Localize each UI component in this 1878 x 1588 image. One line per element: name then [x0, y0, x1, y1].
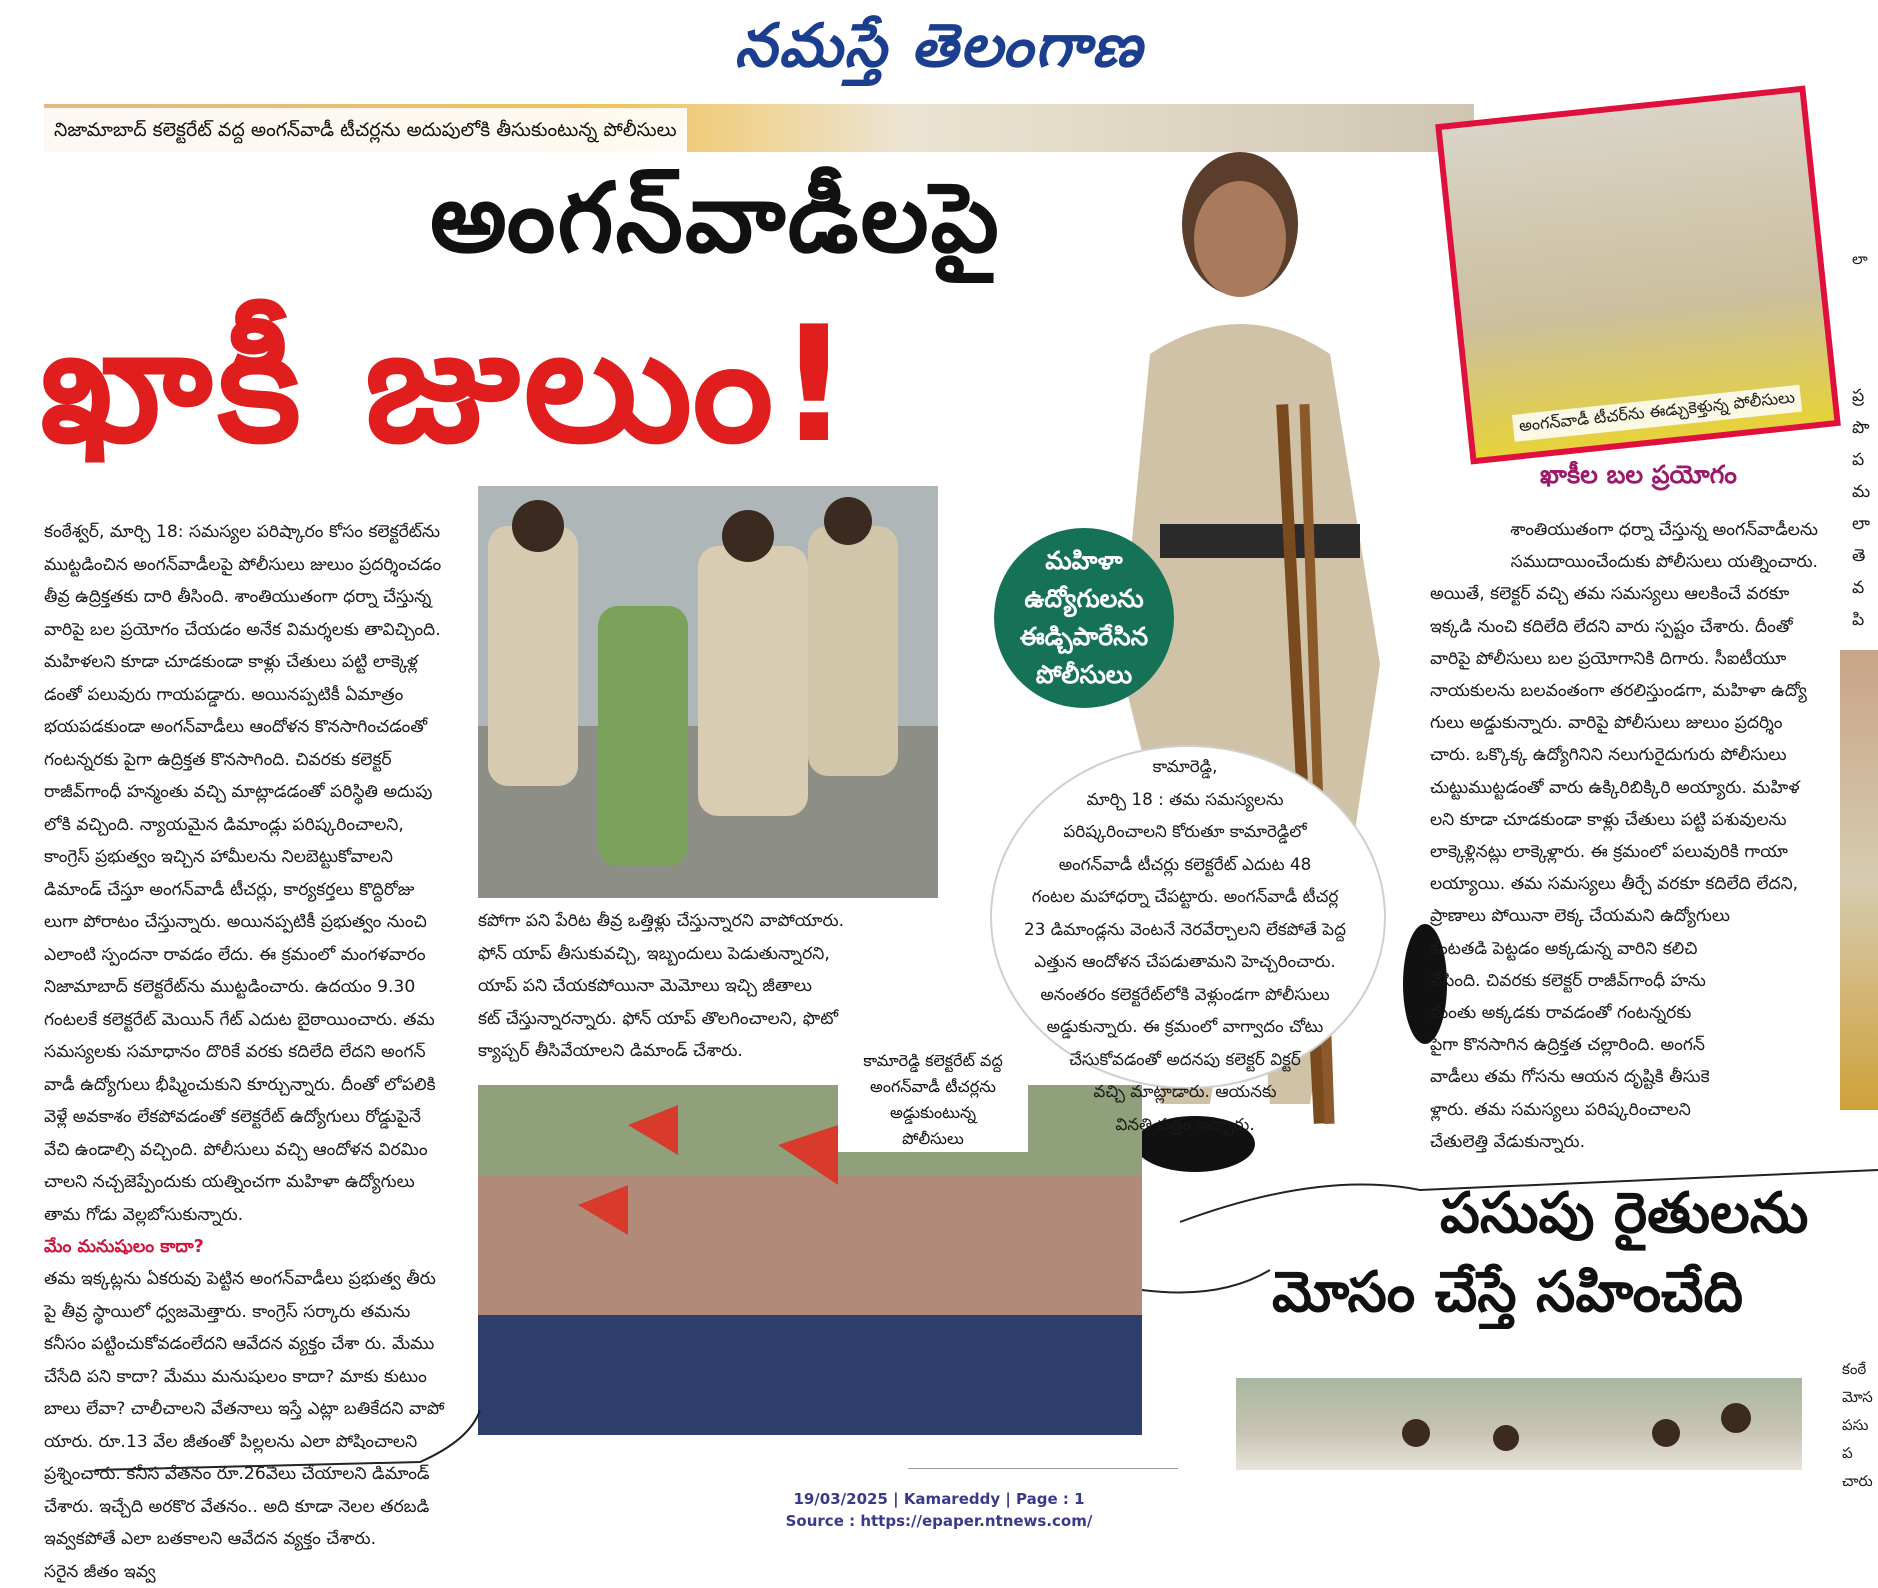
article-line: ఇక్కడి నుంచి కదిలేది లేదని వారు స్పష్టం చేశారు. దీంతో	[1430, 611, 1818, 643]
khakila-label: ఖాకీల బల ప్రయోగం	[1540, 460, 1737, 496]
right-inset-caption: అంగన్‌వాడీ టీచర్‌ను ఈడ్చుకెళ్తున్న పోలీసులు	[1512, 385, 1802, 442]
green-callout-circle	[994, 528, 1174, 708]
article-line: చేసేది పని కాదా? మేము మనుషులం కాదా? మాకు కుటుం	[44, 1361, 462, 1394]
middle-article	[478, 905, 848, 1068]
article-line: వెళ్లే అవకాశం లేకపోవడంతో కలెక్టరేట్ ఉద్యోగులు రోడ్డుపైనే	[44, 1101, 462, 1134]
article-line: డిమాండ్ చేస్తూ అంగన్‌వాడీ టీచర్లు, కార్యకర్తలు కొద్దిరోజు	[44, 874, 462, 907]
green-callout-line: మహిళా	[1045, 542, 1123, 580]
article-line: ఇవ్వకపోతే ఎలా బతకాలని ఆవేదన వ్యక్తం చేశారు.	[44, 1523, 462, 1556]
second-story-photo	[1236, 1378, 1802, 1470]
article-line: ళ్లారు. తమ సమస్యలు పరిష్కరించాలని	[1430, 1094, 1818, 1126]
article-line: కట్ చేస్తున్నారన్నారు. ఫోన్ యాప్ తొలగించాలని, ఫొటో	[478, 1003, 848, 1036]
article-line: తమ ఇక్కట్లను ఏకరువు పెట్టిన అంగన్‌వాడీలు ప్రభుత్వ తీరు	[44, 1263, 462, 1296]
top-photo-caption: నిజామాబాద్ కలెక్టరేట్ వద్ద అంగన్‌వాడీ టీచర్లను అదుపులోకి తీసుకుంటున్న పోలీసులు	[44, 108, 687, 152]
police-dragging-illustration	[478, 486, 938, 898]
article-line: గంటల మహాధర్నా చేపట్టారు. అంగన్‌వాడీ టీచర్ల	[1015, 880, 1355, 913]
article-line: చుట్టుముట్టడంతో వారు ఉక్కిరిబిక్కిరి అయ్యారు. మహిళ	[1430, 772, 1818, 804]
article-line: కాంగ్రెస్ ప్రభుత్వం ఇచ్చిన హామీలను నిలబెట్టుకోవాలని	[44, 841, 462, 874]
right-inset-photo	[1435, 85, 1841, 464]
edge-snippet: ప్ర	[1852, 380, 1878, 412]
article-line: గంటన్నరకు పైగా ఉద్రిక్తత కొనసాగింది. చివరకు కలెక్టర్	[44, 744, 462, 777]
article-line: అనంతరం కలెక్టరేట్‌లోకి వెళ్లుండగా పోలీసులు	[1015, 978, 1355, 1011]
article-line: లని కూడా చూడకుండా కాళ్లు చేతులు పట్టి పశువులను	[1430, 804, 1818, 836]
headline-line2: ఖాకీ జులుం!	[40, 300, 854, 470]
caption-line: అంగన్‌వాడీ టీచర్లను	[838, 1074, 1028, 1100]
article-line: వేచి ఉండాల్సి వచ్చింది. పోలీసులు వచ్చి ఆందోళన విరమిం	[44, 1134, 462, 1167]
people-illustration	[1236, 1378, 1802, 1470]
article-line: తీవ్ర ఉద్రిక్తతకు దారి తీసింది. శాంతియుతంగా ధర్నా చేస్తున్న	[44, 581, 462, 614]
article-line: బాలు లేవా? చాలీచాలని వేతనాలు ఇస్తే ఎట్లా బతికేదని వాపో	[44, 1393, 462, 1426]
green-callout-line: పోలీసులు	[1036, 656, 1132, 694]
edge-snippet: మ	[1852, 476, 1878, 508]
right-article	[1430, 514, 1818, 1158]
article-line: యారు. రూ.13 వేల జీతంతో పిల్లలను ఎలా పోషించాలని	[44, 1426, 462, 1459]
edge-snippet: మోస	[1842, 1383, 1878, 1411]
right-edge-photo	[1840, 650, 1878, 1110]
footer	[0, 1488, 1878, 1532]
article-line: పై తీవ్ర స్థాయిలో ధ్వజమెత్తారు. కాంగ్రెస్ సర్కారు తమను	[44, 1296, 462, 1329]
article-line: సముదాయించేందుకు పోలీసులు యత్నించారు.	[1430, 546, 1818, 578]
article-line: క్యాప్చర్ తీసివేయాలని డిమాండ్ చేశారు.	[478, 1035, 848, 1068]
article-line: ప్రశ్నించారు. కనీస వేతనం రూ.26వేలు చేయాలని డిమాండ్	[44, 1458, 462, 1491]
subheading: మేం మనుషులం కాదా?	[44, 1231, 462, 1263]
caption-line: పోలీసులు	[838, 1126, 1028, 1152]
article-line: మహిళలని కూడా చూడకుండా కాళ్లు చేతులు పట్టి లాక్కెళ్ల	[44, 646, 462, 679]
edge-snippet: తె	[1852, 540, 1878, 572]
second-story-snippets	[1842, 1355, 1878, 1495]
caption-line: అడ్డుకుంటున్న	[838, 1100, 1028, 1126]
article-line: శాంతియుతంగా ధర్నా చేస్తున్న అంగన్‌వాడీలను	[1430, 514, 1818, 546]
article-line: కంఠేశ్వర్, మార్చి 18: సమస్యల పరిష్కారం కోసం కలెక్టరేట్‌ను	[44, 516, 462, 549]
police-dragging-photo	[478, 486, 938, 898]
article-line: వారిపై బల ప్రయోగం చేయడం అనేక విమర్శలకు తావిచ్చింది.	[44, 614, 462, 647]
article-line: చాలని నచ్చజెప్పేందుకు యత్నించగా మహిళా ఉద్యోగులు	[44, 1166, 462, 1199]
article-line: అయితే, కలెక్టర్ వచ్చి తమ సమస్యలు ఆలకించే వరకూ	[1430, 578, 1818, 610]
article-line: లాక్కెళ్లినట్లు లాక్కెళ్లారు. ఈ క్రమంలో పలువురికి గాయా	[1430, 836, 1818, 868]
article-line: అడ్డుకున్నారు. ఈ క్రమంలో వాగ్వాదం చోటు	[1015, 1010, 1355, 1043]
article-line: లోకి వచ్చింది. న్యాయమైన డిమాండ్లు పరిష్కరించాలని,	[44, 809, 462, 842]
article-line: గులు అడ్డుకున్నారు. వారిపై పోలీసులు జులుం ప్రదర్శిం	[1430, 707, 1818, 739]
green-callout-line: ఉద్యోగులను	[1024, 580, 1143, 618]
kamareddy-article	[1015, 750, 1355, 1140]
edge-snippet: లా	[1852, 508, 1878, 540]
edge-snippet: పొ	[1852, 412, 1878, 444]
article-line: రాజీవ్‌గాంధీ హన్మంతు వచ్చి మాట్లాడడంతో పరిస్థితి అదుపు	[44, 776, 462, 809]
green-callout-line: ఈడ్చిపారేసిన	[1020, 618, 1148, 656]
article-line: నాయకులను బలవంతంగా తరలిస్తుండగా, మహిళా ఉద్యో	[1430, 675, 1818, 707]
article-line: లుగా పోరాటం చేస్తున్నారు. అయినప్పటికీ ప్రభుత్వం నుంచి	[44, 906, 462, 939]
article-line: ప్రాణాలు పోయినా లెక్క చేయమని ఉద్యోగులు	[1430, 900, 1818, 932]
article-line: వాడీ ఉద్యోగులు భీష్మించుకుని కూర్చున్నారు. దీంతో లోపలికి	[44, 1069, 462, 1102]
article-line: చేతులెత్తి వేడుకున్నారు.	[1430, 1126, 1818, 1158]
edge-snippets-right	[1852, 380, 1878, 636]
article-line: ఫోన్ యాప్ తీసుకువచ్చి, ఇబ్బందులు పెడుతున్నారని,	[478, 938, 848, 971]
article-line: వాడీలు తమ గోసను ఆయన దృష్టికి తీసుకె	[1430, 1061, 1818, 1093]
article-line: కనీసం పట్టించుకోవడంలేదని ఆవేదన వ్యక్తం చేశా రు. మేము	[44, 1328, 462, 1361]
article-line: భయపడకుండా అంగన్‌వాడీలు ఆందోళన కొనసాగించడంతో	[44, 711, 462, 744]
article-line: పైగా కొనసాగిన ఉద్రిక్తత చల్లారింది. అంగన్	[1430, 1029, 1818, 1061]
article-line: కంటతడి పెట్టడం అక్కడున్న వారిని కలిచి	[1430, 933, 1818, 965]
article-line: ఎత్తున ఆందోళన చేపడుతామని హెచ్చరించారు.	[1015, 945, 1355, 978]
article-line: వినతి పత్రం ఇచ్చారు.	[1015, 1108, 1355, 1141]
article-line: చేసుకోవడంతో అదనపు కలెక్టర్ విక్టర్	[1015, 1043, 1355, 1076]
bottom-rule	[908, 1468, 1178, 1469]
article-line: కామారెడ్డి,	[1015, 750, 1355, 783]
article-line: లయ్యాయి. తమ సమస్యలు తీర్చే వరకూ కదిలేది లేదని,	[1430, 868, 1818, 900]
edge-snippet: చారు	[1842, 1467, 1878, 1495]
article-line: కపోగా పని పేరిట తీవ్ర ఒత్తిళ్లు చేస్తున్నారని వాపోయారు.	[478, 905, 848, 938]
footer-source-line[interactable]: Source : https://epaper.ntnews.com/	[0, 1510, 1878, 1532]
edge-snippet: వ	[1852, 572, 1878, 604]
article-line: వేసింది. చివరకు కలెక్టర్ రాజీవ్‌గాంధీ హను	[1430, 965, 1818, 997]
edge-snippet-top: లా	[1852, 250, 1868, 272]
kamareddy-photo-caption	[838, 1048, 1028, 1152]
article-line: యాప్ పని చేయకపోయినా మెమోలు ఇచ్చి జీతాలు	[478, 970, 848, 1003]
article-line: గంటలకే కలెక్టరేట్ మెయిన్ గేట్ ఎదుట బైఠాయించారు. తమ	[44, 1004, 462, 1037]
article-line: సమస్యలకు సమాధానం దొరికే వరకు కదిలేది లేదని అంగన్	[44, 1036, 462, 1069]
article-line: డంతో పలువురు గాయపడ్డారు. అయినప్పటికీ ఏమాత్రం	[44, 679, 462, 712]
article-line: వచ్చి మాట్లాడారు. ఆయనకు	[1015, 1075, 1355, 1108]
headline-line1: అంగన్‌వాడీలపై	[430, 158, 1001, 278]
masthead: నమస్తే తెలంగాణ	[0, 6, 1878, 86]
edge-snippet: కంఠే	[1842, 1355, 1878, 1383]
caption-line: కామారెడ్డి కలెక్టరేట్ వద్ద	[838, 1048, 1028, 1074]
article-line: మార్చి 18 : తమ సమస్యలను	[1015, 783, 1355, 816]
article-line: సరైన జీతం ఇవ్వ	[44, 1556, 462, 1588]
article-line: ముట్టడించిన అంగన్‌వాడీలపై పోలీసులు జులుం ప్రదర్శించడం	[44, 549, 462, 582]
article-line: చారు. ఒక్కొక్క ఉద్యోగినిని నలుగురైదుగురు పోలీసులు	[1430, 739, 1818, 771]
edge-snippet: ప	[1852, 444, 1878, 476]
edge-snippet: పి	[1852, 604, 1878, 636]
second-headline-line1: పసుపు రైతులను	[1440, 1178, 1808, 1250]
footer-date-line: 19/03/2025 | Kamareddy | Page : 1	[0, 1488, 1878, 1510]
article-line: చేశారు. ఇచ్చేది అరకొర వేతనం.. అది కూడా నెలల తరబడి	[44, 1491, 462, 1524]
article-line: అంగన్‌వాడీ టీచర్లు కలెక్టరేట్ ఎదుట 48	[1015, 848, 1355, 881]
article-line: వారిపై పోలీసులు బల ప్రయోగానికి దిగారు. సీఐటీయూ	[1430, 643, 1818, 675]
edge-snippet: పసు ప	[1842, 1411, 1878, 1467]
second-headline-line2: మోసం చేస్తే సహించేది	[1272, 1257, 1878, 1329]
article-line: తామ గోడు వెల్లబోసుకున్నారు.	[44, 1199, 462, 1232]
article-line: 23 డిమాండ్లను వెంటనే నెరవేర్చాలని లేకపోతే పెద్ద	[1015, 913, 1355, 946]
article-line: ఎలాంటి స్పందనా రావడం లేదు. ఈ క్రమంలో మంగళవారం	[44, 939, 462, 972]
article-line: మంతు అక్కడకు రావడంతో గంటన్నరకు	[1430, 997, 1818, 1029]
article-line: పరిష్కరించాలని కోరుతూ కామారెడ్డిలో	[1015, 815, 1355, 848]
article-line: నిజామాబాద్ కలెక్టరేట్‌ను ముట్టడించారు. ఉదయం 9.30	[44, 971, 462, 1004]
